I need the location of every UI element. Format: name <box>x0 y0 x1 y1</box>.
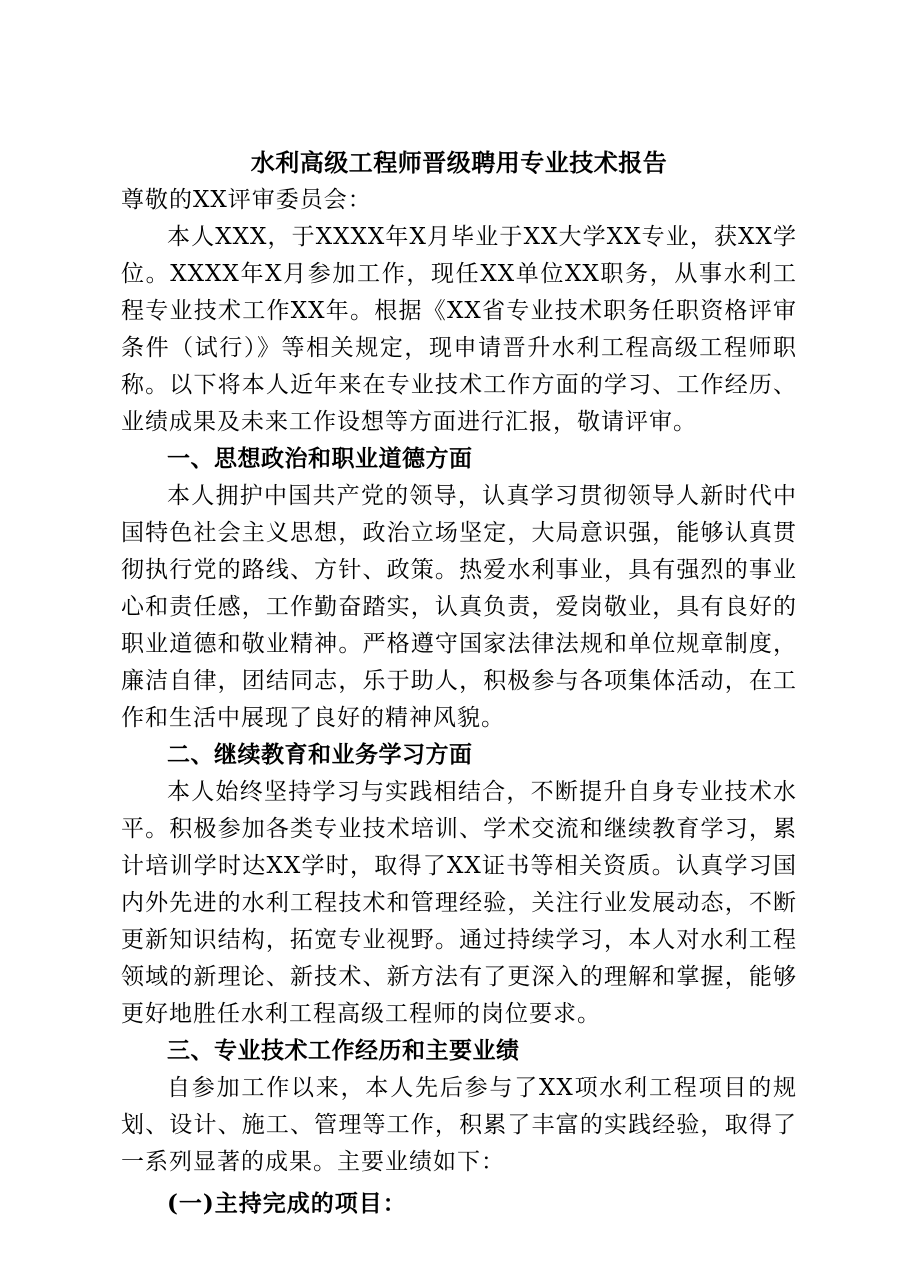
section-body-achievements: 自参加工作以来，本人先后参与了XX项水利工程项目的规划、设计、施工、管理等工作，积累了丰富的实践经验，取得了一系列显著的成果。主要业绩如下： <box>121 1075 797 1175</box>
document-title: 水利高级工程师晋级聘用专业技术报告 <box>250 149 668 177</box>
subsection-heading-projects: (一)主持完成的项目： <box>167 1190 407 1217</box>
section-heading-achievements: 三、专业技术工作经历和主要业绩 <box>167 1038 520 1064</box>
section-heading-ideology: 一、思想政治和职业道德方面 <box>167 446 473 472</box>
document-body <box>121 144 797 1222</box>
section-body-education: 本人始终坚持学习与实践相结合，不断提升自身专业技术水平。积极参加各类专业技术培训、学术交流和继续教育学习，累计培训学时达XX学时，取得了XX证书等相关资质。认真学习国内外先进的水利工程技术和管理经验，关注行业发展动态，不断更新知识结构，拓宽专业视野。通过持续学习，本人对水利工程领域的新理论、新技术、新方法有了更深入的理解和掌握，能够更好地胜任水利工程高级工程师的岗位要求。 <box>121 779 797 1027</box>
section-body-ideology: 本人拥护中国共产党的领导，认真学习贯彻领导人新时代中国特色社会主义思想，政治立场坚定，大局意识强，能够认真贯彻执行党的路线、方针、政策。热爱水利事业，具有强烈的事业心和责任感，工作勤奋踏实，认真负责，爱岗敬业，具有良好的职业道德和敬业精神。严格遵守国家法律法规和单位规章制度，廉洁自律，团结同志，乐于助人，积极参与各项集体活动，在工作和生活中展现了良好的精神风貌。 <box>121 483 797 731</box>
intro-paragraph: 本人XXX，于XXXX年X月毕业于XX大学XX专业，获XX学位。XXXX年X月参加工作，现任XX单位XX职务，从事水利工程专业技术工作XX年。根据《XX省专业技术职务任职资格评审条件（试行）》等相关规定，现申请晋升水利工程高级工程师职称。以下将本人近年来在专业技术工作方面的学习、工作经历、业绩成果及未来工作设想等方面进行汇报，敬请评审。 <box>121 224 797 435</box>
section-heading-education: 二、继续教育和业务学习方面 <box>167 742 473 768</box>
greeting: 尊敬的XX评审委员会： <box>121 187 372 213</box>
